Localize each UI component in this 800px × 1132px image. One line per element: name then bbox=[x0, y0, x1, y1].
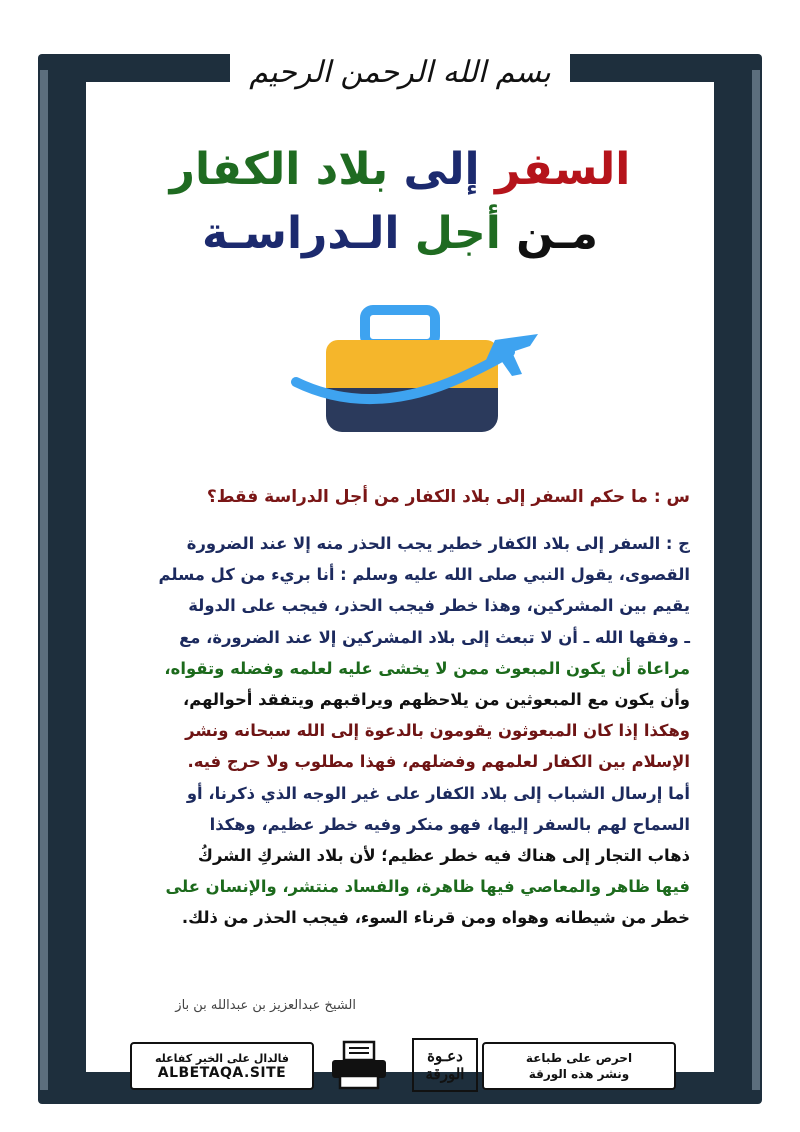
basmala-text: بسم الله الرحمن الرحيم bbox=[249, 54, 551, 90]
travel-suitcase-plane-icon bbox=[290, 300, 540, 440]
footer-print-box bbox=[482, 1042, 676, 1090]
answer-line: ـ وفقها الله ـ أن لا تبعث إلى بلاد المشركين إلا عند الضرورة، مع bbox=[179, 627, 690, 647]
answer-line: وهكذا إذا كان المبعوثون يقومون بالدعوة إلى الله سبحانه ونشر bbox=[185, 721, 690, 741]
answer-line: خطر من شيطانه وهواه ومن قرناء السوء، فيجب الحذر من ذلك. bbox=[181, 908, 690, 928]
title-word: أجل bbox=[414, 208, 501, 259]
footer-site-link[interactable]: ALBETAQA.SITE bbox=[157, 1064, 287, 1081]
logo-line: الورقة bbox=[425, 1065, 465, 1083]
title-word: إلى bbox=[403, 144, 480, 195]
footer-bar bbox=[130, 1038, 676, 1092]
title-word: بلاد الكفار bbox=[169, 144, 389, 195]
basmala-header bbox=[230, 28, 570, 116]
answer-line: ج : السفر إلى بلاد الكفار خطير يجب الحذر منه إلا عند الضرورة bbox=[186, 534, 690, 553]
footer-print-line: احرص على طباعة bbox=[525, 1051, 633, 1065]
answer-line: الإسلام بين الكفار لعلمهم وفضلهم، فهذا مطلوب ولا حرج فيه. bbox=[187, 752, 690, 772]
answer-line: القصوى، يقول النبي صلى الله عليه وسلم : أنا بريء من كل مسلم bbox=[158, 565, 690, 585]
answer-line: أما إرسال الشباب إلى بلاد الكفار على غير الوجه الذي ذكرنا، أو bbox=[186, 783, 690, 803]
answer-line: ذهاب التجار إلى هناك فيه خطر عظيم؛ لأن بلاد الشركِ الشركُ bbox=[197, 846, 690, 866]
answer-line: مراعاة أن يكون المبعوث ممن لا يخشى عليه لعلمه وفضله وتقواه، bbox=[164, 658, 690, 678]
answer-line: وأن يكون مع المبعوثين من يلاحظهم ويراقبهم ويتفقد أحوالهم، bbox=[183, 690, 690, 710]
answer-line: السماح لهم بالسفر إليها، فهو منكر وفيه خطر عظيم، وهكذا bbox=[209, 814, 690, 834]
dawah-waraqa-logo bbox=[412, 1038, 478, 1092]
title-line-1 bbox=[86, 142, 714, 198]
footer-site-box bbox=[130, 1042, 314, 1090]
title-word: السفر bbox=[494, 144, 631, 195]
frame-edge-right bbox=[752, 70, 760, 1090]
frame-edge-left bbox=[40, 70, 48, 1090]
answer-line: يقيم بين المشركين، وهذا خطر فيجب الحذر، فيجب على الدولة bbox=[188, 596, 690, 616]
author-attribution: الشيخ عبدالعزيز بن عبدالله بن باز bbox=[175, 998, 356, 1013]
printer-icon bbox=[328, 1040, 390, 1090]
answer-body bbox=[110, 528, 690, 934]
title-word: مـن bbox=[516, 208, 599, 259]
question-text: س : ما حكم السفر إلى بلاد الكفار من أجل الدراسة فقط؟ bbox=[206, 487, 690, 507]
title-line-2 bbox=[86, 206, 714, 262]
logo-line: دعـوة bbox=[427, 1047, 463, 1065]
title-word: الـدراسـة bbox=[201, 208, 400, 259]
answer-line: فيها ظاهر والمعاصي فيها ظاهرة، والفساد منتشر، والإنسان على bbox=[165, 877, 690, 897]
footer-print-line: ونشر هذه الورقة bbox=[528, 1067, 630, 1081]
footer-slogan: فالدال على الخير كفاعله bbox=[154, 1051, 290, 1065]
